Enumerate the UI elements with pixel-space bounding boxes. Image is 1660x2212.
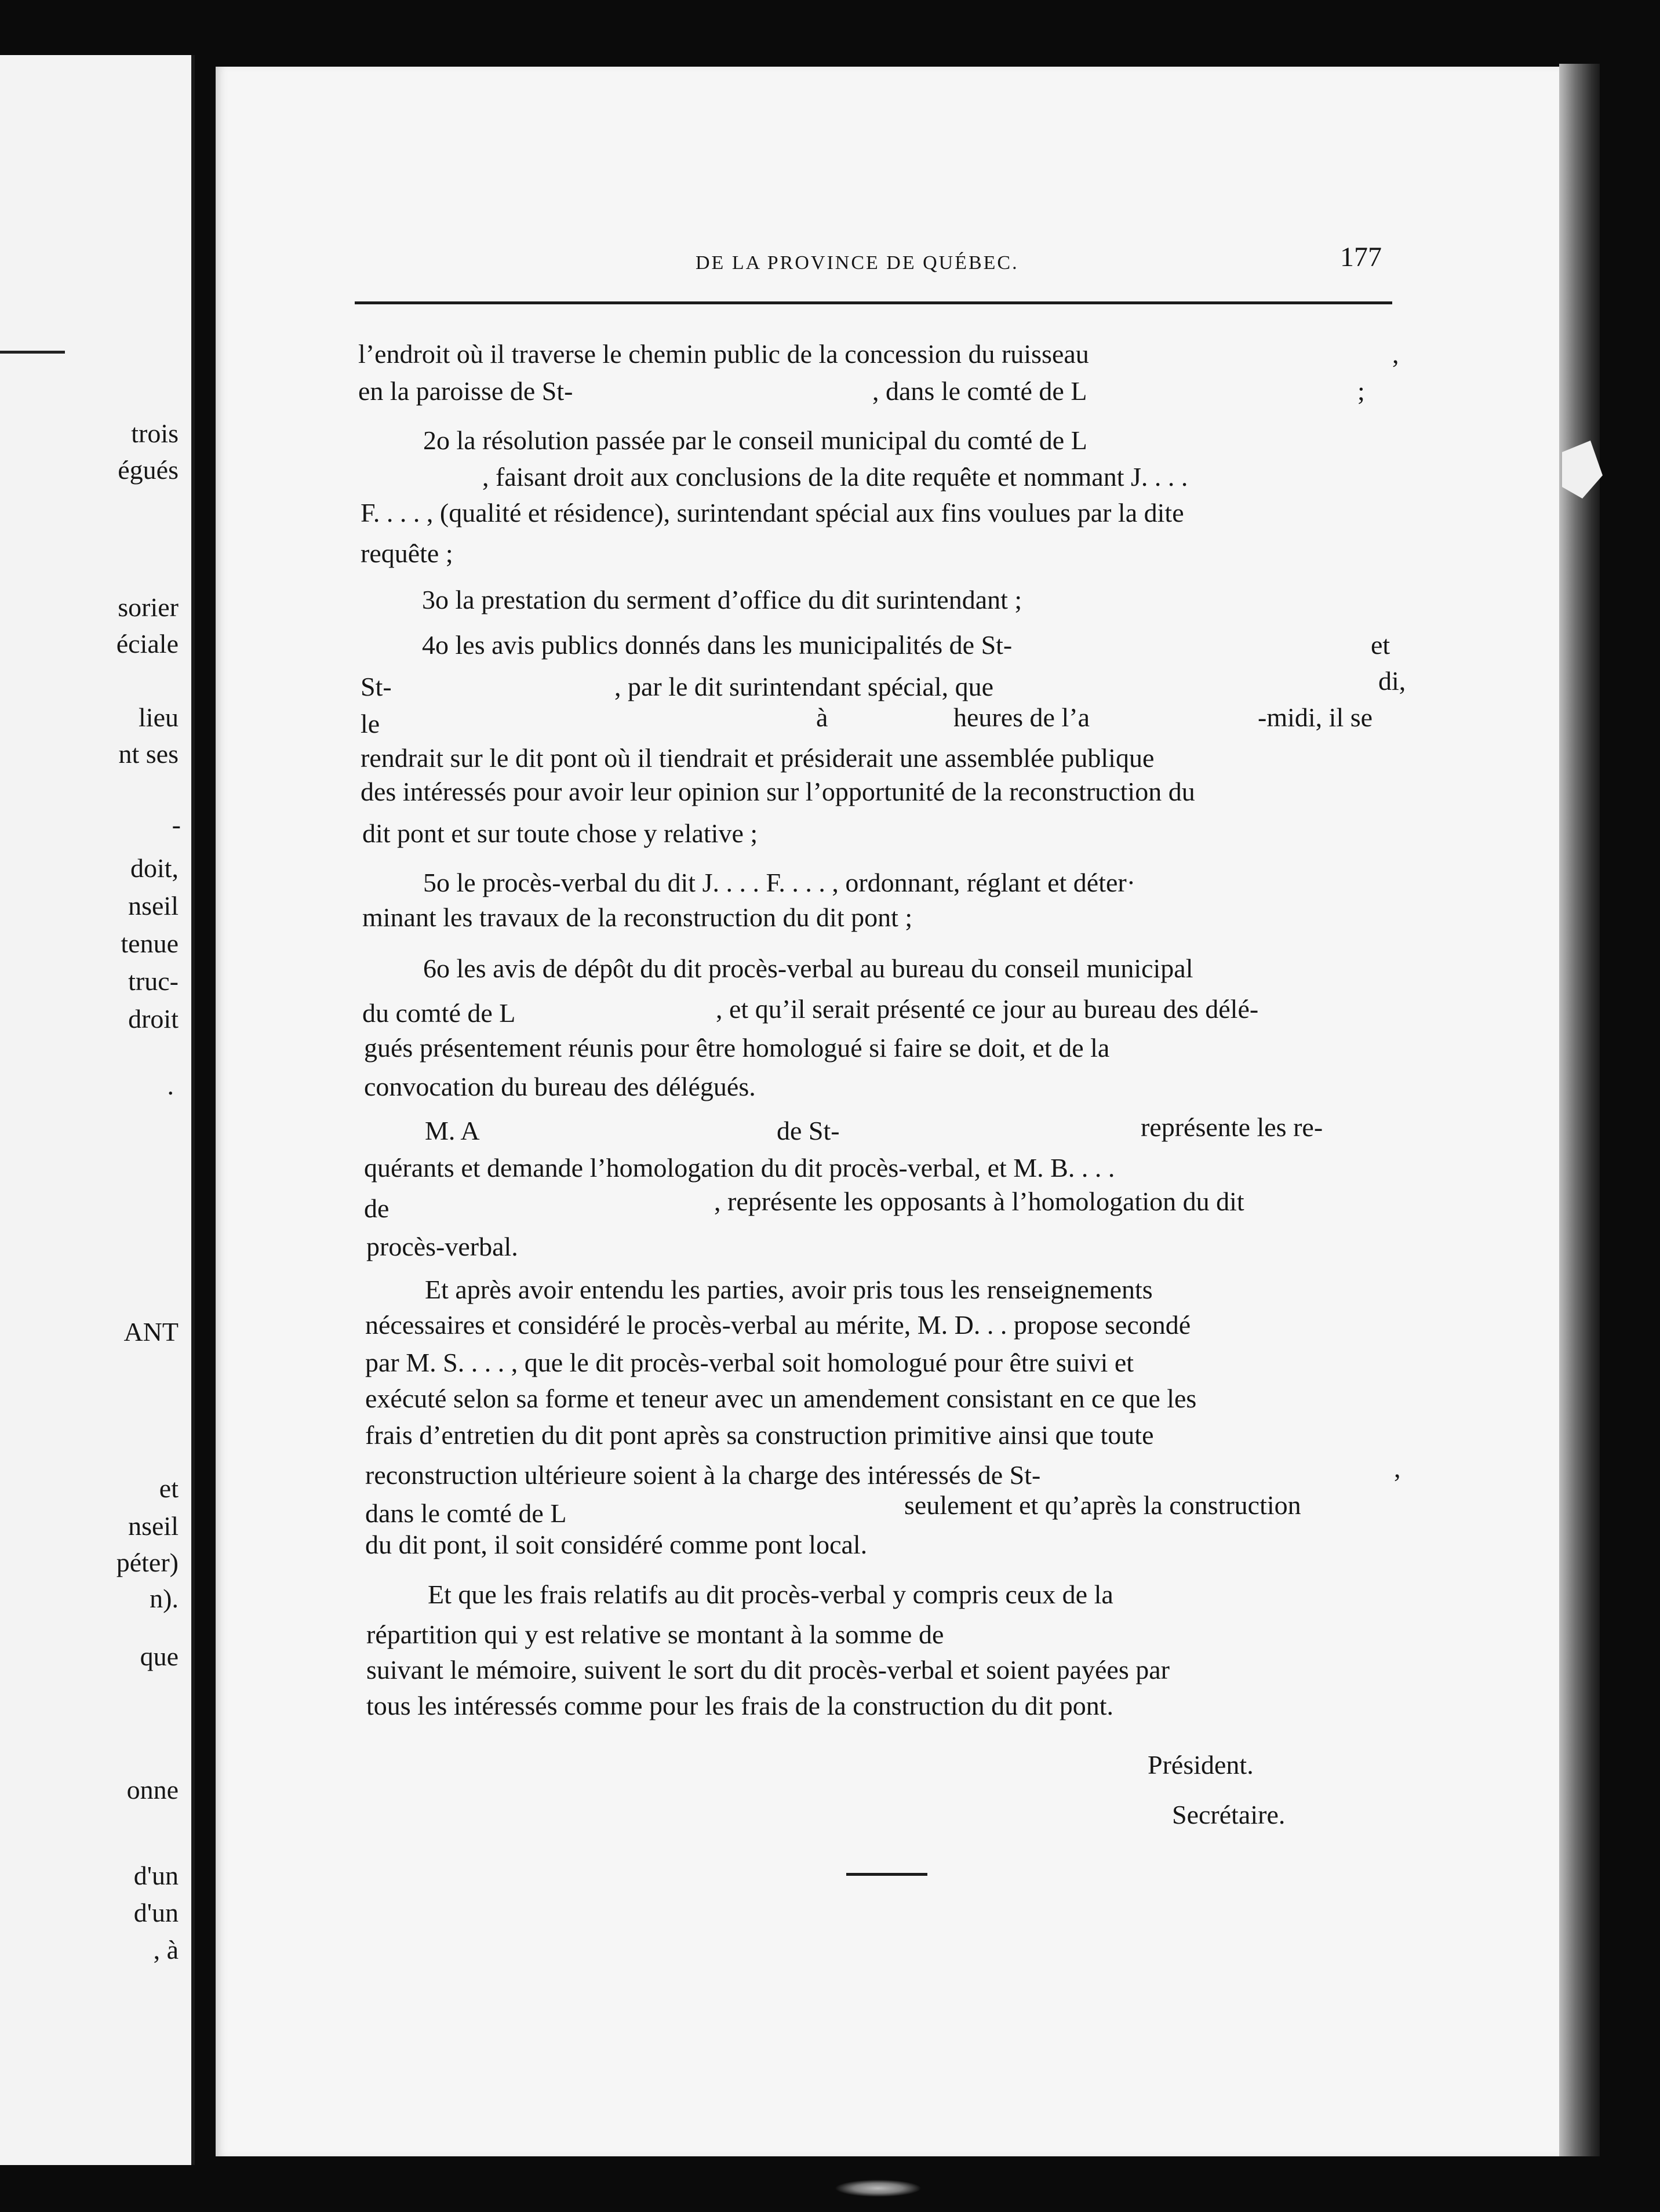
body-line: répartition qui y est relative se montant à la somme de <box>366 1620 944 1649</box>
facing-text: droit <box>128 1004 179 1034</box>
facing-text: sorier <box>118 592 179 622</box>
facing-text: , à <box>153 1935 179 1964</box>
body-line: di, <box>1378 666 1406 696</box>
body-line: nécessaires et considéré le procès-verbal au mérite, M. D. . . propose secondé <box>365 1310 1191 1340</box>
facing-text: péter) <box>116 1548 179 1577</box>
facing-text: trois <box>131 419 179 448</box>
body-line: frais d’entretien du dit pont après sa construction primitive ainsi que toute <box>365 1420 1154 1450</box>
body-line: , faisant droit aux conclusions de la dite requête et nommant J. . . . <box>482 462 1188 492</box>
facing-text: - <box>172 810 181 839</box>
facing-page-fragment <box>0 55 195 2165</box>
facing-text: onne <box>126 1775 179 1804</box>
body-line: heures de l’a <box>953 703 1090 732</box>
body-line: , représente les opposants à l’homologation du dit <box>714 1187 1244 1216</box>
body-line: -midi, il se <box>1258 703 1373 732</box>
body-line: et <box>1371 630 1390 660</box>
signature-president: Président. <box>1148 1750 1254 1780</box>
body-line: rendrait sur le dit pont où il tiendrait et présiderait une assemblée publique <box>361 743 1155 773</box>
page-number: 177 <box>1340 242 1382 272</box>
facing-text: lieu <box>139 703 179 732</box>
body-line: procès-verbal. <box>366 1232 518 1261</box>
facing-text: nseil <box>128 891 179 921</box>
body-line: 6o les avis de dépôt du dit procès-verbal au bureau du conseil municipal <box>423 954 1193 983</box>
body-line: , et qu’il serait présenté ce jour au bureau des délé- <box>716 994 1259 1024</box>
facing-page-rule <box>0 351 65 354</box>
facing-text: nseil <box>128 1511 179 1541</box>
body-line: , <box>1392 339 1399 369</box>
body-line: , dans le comté de L <box>872 376 1087 406</box>
scan-artifact <box>835 2180 922 2197</box>
body-line: en la paroisse de St- <box>358 376 573 406</box>
facing-text: ANT <box>123 1317 179 1347</box>
header-rule <box>355 301 1392 304</box>
facing-text: n). <box>150 1584 179 1613</box>
body-line: du comté de L <box>362 998 516 1028</box>
facing-text: que <box>140 1642 179 1671</box>
facing-text: nt ses <box>118 739 179 769</box>
body-line: dans le comté de L <box>365 1498 567 1528</box>
body-line: tous les intéressés comme pour les frais de la construction du dit pont. <box>366 1691 1114 1720</box>
body-line: convocation du bureau des délégués. <box>364 1072 756 1101</box>
facing-text: tenue <box>121 929 179 958</box>
body-line: Et que les frais relatifs au dit procès-verbal y compris ceux de la <box>428 1580 1113 1609</box>
body-line: 4o les avis publics donnés dans les municipalités de St- <box>422 630 1013 660</box>
body-line: exécuté selon sa forme et teneur avec un amendement consistant en ce que les <box>365 1384 1197 1413</box>
body-line: dit pont et sur toute chose y relative ; <box>362 818 758 848</box>
facing-text: doit, <box>130 853 179 883</box>
facing-text: et <box>159 1474 179 1503</box>
body-line: le <box>361 709 380 738</box>
body-line: des intéressés pour avoir leur opinion sur l’opportunité de la reconstruction du <box>361 777 1195 806</box>
body-line: Et après avoir entendu les parties, avoir pris tous les renseignements <box>425 1275 1153 1304</box>
body-line: 5o le procès-verbal du dit J. . . . F. . . . , ordonnant, réglant et déter· <box>423 868 1136 897</box>
body-line: à <box>816 703 828 732</box>
body-line: de St- <box>777 1116 840 1145</box>
signature-secretaire: Secrétaire. <box>1172 1800 1286 1829</box>
body-line: quérants et demande l’homologation du dit procès-verbal, et M. B. . . . <box>364 1153 1115 1183</box>
body-line: St- <box>361 672 392 701</box>
body-line: gués présentement réunis pour être homologué si faire se doit, et de la <box>364 1033 1110 1063</box>
body-line: requête ; <box>361 539 453 568</box>
end-rule <box>846 1873 927 1876</box>
facing-text: d'un <box>133 1861 179 1890</box>
facing-text: truc- <box>128 966 179 996</box>
page-stack-edge <box>1559 64 1600 2156</box>
body-line: ; <box>1357 376 1365 406</box>
body-line: représente les re- <box>1141 1112 1323 1142</box>
body-line: F. . . . , (qualité et résidence), surintendant spécial aux fins voulues par la dite <box>361 498 1184 527</box>
body-line: suivant le mémoire, suivent le sort du dit procès-verbal et soient payées par <box>366 1655 1170 1685</box>
body-line: 3o la prestation du serment d’office du dit surintendant ; <box>422 585 1022 614</box>
body-line: reconstruction ultérieure soient à la charge des intéressés de St- <box>365 1460 1041 1490</box>
body-line: du dit pont, il soit considéré comme pont local. <box>365 1530 868 1559</box>
body-line: seulement et qu’après la construction <box>904 1490 1301 1520</box>
body-line: , <box>1394 1453 1401 1483</box>
body-line: l’endroit où il traverse le chemin public de la concession du ruisseau <box>358 339 1089 369</box>
body-line: par M. S. . . . , que le dit procès-verbal soit homologué pour être suivi et <box>365 1348 1134 1377</box>
body-line: minant les travaux de la reconstruction du dit pont ; <box>362 903 913 932</box>
body-line: 2o la résolution passée par le conseil municipal du comté de L <box>423 425 1087 455</box>
facing-text: d'un <box>133 1898 179 1927</box>
body-line: , par le dit surintendant spécial, que <box>614 672 994 701</box>
facing-text: . <box>167 1071 174 1100</box>
body-line: M. A <box>425 1116 480 1145</box>
facing-text: éciale <box>116 629 179 658</box>
facing-text: égués <box>118 455 179 485</box>
running-header: DE LA PROVINCE DE QUÉBEC. <box>696 252 1019 274</box>
body-line: de <box>364 1194 389 1223</box>
